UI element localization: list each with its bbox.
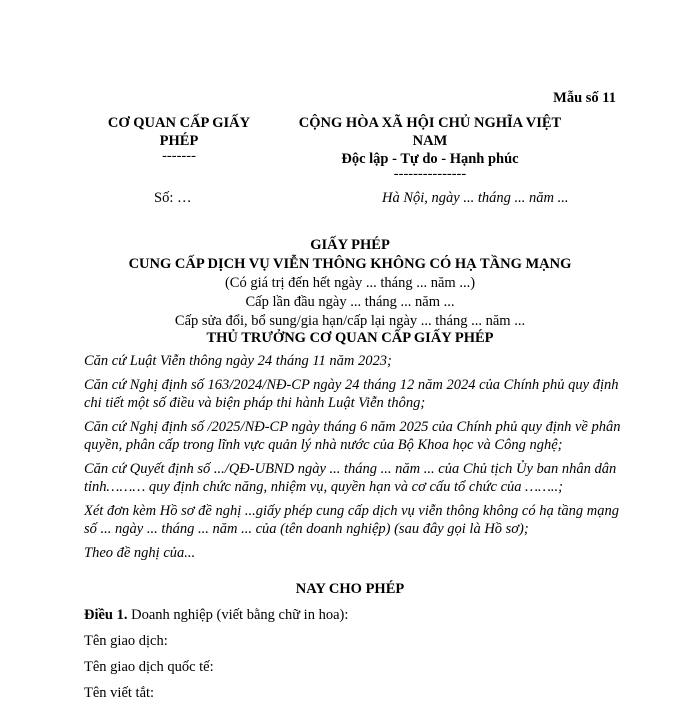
grant-heading: NAY CHO PHÉP <box>295 581 405 597</box>
legal-basis-item: Theo đề nghị của... <box>84 545 196 561</box>
article-1-section <box>84 606 624 710</box>
legal-basis-item: Căn cứ Nghị định số 163/2024/NĐ-CP ngày 24 tháng 12 năm 2024 của Chính phủ quy định chi tiết một số điều và biện pháp thi hành Luật Viễn thông; <box>84 377 619 411</box>
legal-basis-list <box>84 352 624 568</box>
amendment-line: Cấp sửa đổi, bổ sung/gia hạn/cấp lại ngày ... tháng ... năm ... <box>174 313 526 329</box>
authority-heading: THỦ TRƯỞNG CƠ QUAN CẤP GIẤY PHÉP <box>206 330 494 346</box>
national-header-divider: --------------- <box>393 166 467 182</box>
field-trade-name: Tên giao dịch: <box>84 633 168 649</box>
national-motto: Độc lập - Tự do - Hạnh phúc <box>341 151 519 167</box>
field-abbreviation: Tên viết tắt: <box>84 685 155 701</box>
national-header-line2: NAM <box>412 133 448 149</box>
form-number: Mẫu số 11 <box>553 90 616 106</box>
issuing-agency-divider: ------- <box>162 148 196 164</box>
document-number: Số: … <box>154 190 192 206</box>
place-and-date: Hà Nội, ngày ... tháng ... năm ... <box>382 190 569 206</box>
legal-basis-item: Căn cứ Nghị định số /2025/NĐ-CP ngày tháng 6 năm 2025 của Chính phủ quy định về phân quyền, phân cấp trong lĩnh vực quản lý nhà nước của Bộ Khoa học và Công nghệ; <box>84 419 621 453</box>
first-issue-line: Cấp lần đầu ngày ... tháng ... năm ... <box>245 294 455 310</box>
document-title: GIẤY PHÉP <box>310 237 390 253</box>
validity-line: (Có giá trị đến hết ngày ... tháng ... năm ...) <box>224 275 476 291</box>
document-title-block <box>60 236 640 331</box>
issuing-agency-line1: CƠ QUAN CẤP GIẤY <box>107 115 251 131</box>
field-international-trade-name: Tên giao dịch quốc tế: <box>84 659 214 675</box>
national-header <box>280 114 580 180</box>
article-1-line <box>84 606 624 624</box>
issuing-agency-line2: PHÉP <box>159 133 199 149</box>
article-1-label: Điều 1. <box>84 607 128 623</box>
issuing-agency-header <box>90 114 268 162</box>
article-1-text: Doanh nghiệp (viết bằng chữ in hoa): <box>127 607 349 623</box>
legal-basis-item: Căn cứ Luật Viễn thông ngày 24 tháng 11 năm 2023; <box>84 353 392 369</box>
legal-basis-item: Xét đơn kèm Hồ sơ đề nghị ...giấy phép cung cấp dịch vụ viễn thông không có hạ tầng mạng số ... ngày ... tháng ... năm ... của (tên doanh nghiệp) (sau đây gọi là Hồ sơ); <box>84 503 619 537</box>
national-header-line1: CỘNG HÒA XÃ HỘI CHỦ NGHĨA VIỆT <box>298 115 562 131</box>
legal-basis-item: Căn cứ Quyết định số .../QĐ-UBND ngày ... tháng ... năm ... của Chủ tịch Ủy ban nhân dân tỉnh……… quy định chức năng, nhiệm vụ, quyền hạn và cơ cấu tổ chức của ……..; <box>84 461 617 495</box>
document-subtitle: CUNG CẤP DỊCH VỤ VIỄN THÔNG KHÔNG CÓ HẠ TẦNG MẠNG <box>128 256 572 272</box>
